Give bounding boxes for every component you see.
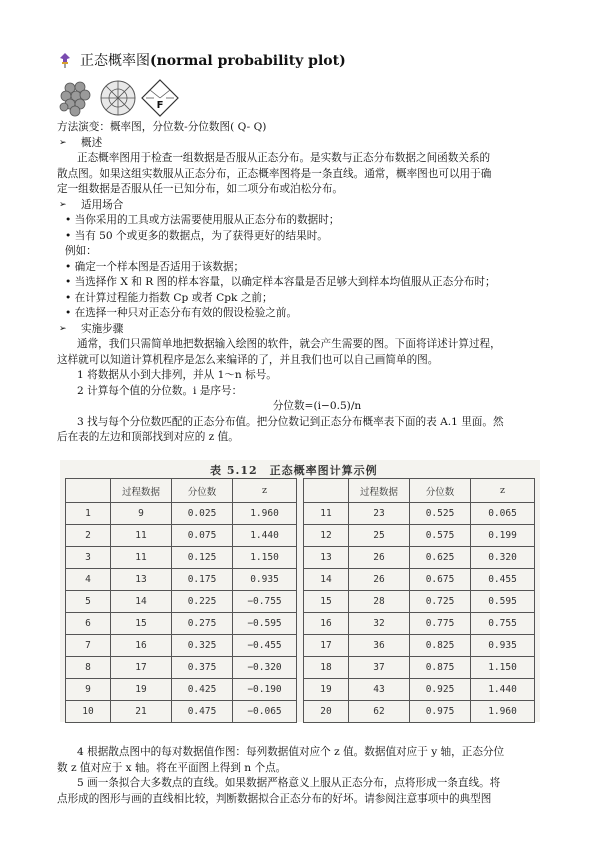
table-cell: 11 — [111, 525, 172, 547]
table-cell: 14 — [111, 591, 172, 613]
table-cell: 12 — [304, 525, 349, 547]
table-cell: 17 — [111, 657, 172, 679]
table-cell: 0.925 — [410, 679, 471, 701]
table-cell: 0.675 — [410, 569, 471, 591]
table-cell: 0.125 — [172, 547, 233, 569]
header-cell — [304, 479, 349, 503]
bullet-text: 当你采用的工具或方法需要使用服从正态分布的数据时； — [74, 214, 340, 226]
step-line: 2 计算每个值的分位数。i 是序号： — [77, 384, 243, 397]
gap-cell — [297, 591, 304, 613]
table-cell: 0.199 — [471, 525, 535, 547]
table-cell: 2 — [66, 525, 111, 547]
table-cell: 1.440 — [233, 525, 297, 547]
table-cell: 0.935 — [471, 635, 535, 657]
table-cell: 43 — [349, 679, 410, 701]
section-heading: 实施步骤 — [81, 322, 124, 335]
table-cell: 0.475 — [172, 701, 233, 723]
table-cell: 0.725 — [410, 591, 471, 613]
section-steps — [57, 322, 557, 338]
table-cell: 19 — [304, 679, 349, 701]
table-cell: −0.755 — [233, 591, 297, 613]
table-cell: 16 — [111, 635, 172, 657]
table-cell: 18 — [304, 657, 349, 679]
table-cell: 0.525 — [410, 503, 471, 525]
table-cell: 0.075 — [172, 525, 233, 547]
table-cell: 1.960 — [471, 701, 535, 723]
table-cell: 0.875 — [410, 657, 471, 679]
table-cell: 28 — [349, 591, 410, 613]
table-cell: 11 — [111, 547, 172, 569]
table-cell: 0.425 — [172, 679, 233, 701]
tool-icons — [56, 78, 180, 118]
table-cell: −0.190 — [233, 679, 297, 701]
bullet-item: • 当选择作 X 和 R 图的样本容量，以确定样本容量是否足够大到样本均值服从正态分布时； — [65, 276, 496, 288]
calculation-table — [65, 478, 535, 723]
table-cell: 26 — [349, 569, 410, 591]
body-text-continued — [57, 745, 557, 807]
table-cell: 19 — [111, 679, 172, 701]
table-cell: 62 — [349, 701, 410, 723]
table-cell: −0.320 — [233, 657, 297, 679]
section-heading: 适用场合 — [81, 198, 124, 211]
table-cell: 36 — [349, 635, 410, 657]
bullet-item: • 在计算过程能力指数 Cp 或者 Cpk 之前； — [65, 291, 273, 304]
step-line: 数 z 值对应于 x 轴。将在平面图上得到 n 个点。 — [57, 761, 287, 774]
bullet-item: • 确定一个样本图是否适用于该数据； — [65, 260, 245, 273]
gap-cell — [297, 701, 304, 723]
table-cell: 4 — [66, 569, 111, 591]
title-cn: 正态概率图 — [80, 53, 150, 69]
table-cell: 11 — [304, 503, 349, 525]
table-cell: 1.440 — [471, 679, 535, 701]
force-field-icon — [140, 78, 180, 118]
table-cell: 15 — [304, 591, 349, 613]
table-cell: 8 — [66, 657, 111, 679]
table-row — [66, 525, 535, 547]
paragraph-line: 这样就可以知道计算机程序是怎么来编译的了，并且我们也可以自己画简单的图。 — [57, 353, 439, 366]
table-cell: 25 — [349, 525, 410, 547]
grape-cluster-icon — [56, 78, 96, 118]
table-cell: 0.275 — [172, 613, 233, 635]
table-cell: 17 — [304, 635, 349, 657]
header-cell: z — [471, 479, 535, 503]
table-cell: 0.455 — [471, 569, 535, 591]
formula: 分位数=(i−0.5)/n — [272, 400, 362, 412]
table-cell: 14 — [304, 569, 349, 591]
table-cell: 0.375 — [172, 657, 233, 679]
paragraph-line: 定一组数据是否服从任一已知分布，如二项分布或泊松分布。 — [57, 183, 344, 195]
paragraph-line: 散点图。如果这组实数服从正态分布，正态概率图将是一条直线。通常，概率图也可以用于确 — [57, 167, 492, 180]
table-cell: 0.575 — [410, 525, 471, 547]
table-cell: 9 — [111, 503, 172, 525]
gap-cell — [297, 635, 304, 657]
table-cell: 37 — [349, 657, 410, 679]
table-row — [66, 547, 535, 569]
table-row — [66, 569, 535, 591]
bullet-item: • 当有 50 个或更多的数据点，为了获得更好的结果时。 — [65, 229, 328, 242]
step-line: 后在表的左边和顶部找到对应的 z 值。 — [57, 431, 239, 443]
paragraph-line: 通常，我们只需简单地把数据输入绘图的软件，就会产生需要的图。下面将详述计算过程， — [77, 338, 501, 350]
bullet-text: 在选择一种只对正态分布有效的假设检验之前。 — [74, 307, 298, 319]
header-cell: 分位数 — [410, 479, 471, 503]
header-cell: 过程数据 — [111, 479, 172, 503]
table-cell: 1.150 — [233, 547, 297, 569]
table-cell: 3 — [66, 547, 111, 569]
table-cell: 0.625 — [410, 547, 471, 569]
table-cell: 0.325 — [172, 635, 233, 657]
header-cell: 过程数据 — [349, 479, 410, 503]
table-cell: 15 — [111, 613, 172, 635]
table-cell: 0.935 — [233, 569, 297, 591]
header-cell: 分位数 — [172, 479, 233, 503]
title-row — [58, 50, 346, 70]
table-figure — [60, 460, 540, 722]
gap-cell — [297, 613, 304, 635]
paragraph-line: 正态概率图用于检查一组数据是否服从正态分布。是实数与正态分布数据之间函数关系的 — [77, 152, 491, 164]
header-cell — [66, 479, 111, 503]
section-usage — [57, 198, 557, 214]
example-label: 例如： — [65, 245, 97, 257]
table-cell: 6 — [66, 613, 111, 635]
table-cell: 26 — [349, 547, 410, 569]
table-cell: 0.175 — [172, 569, 233, 591]
table-cell: 0.320 — [471, 547, 535, 569]
table-cell: 9 — [66, 679, 111, 701]
table-row — [66, 679, 535, 701]
step-line: 3 找与每个分位数匹配的正态分布值。把分位数记到正态分布概率表下面的表 A.1 里面。然 — [77, 415, 504, 428]
table-cell: 0.225 — [172, 591, 233, 613]
table-cell: 0.755 — [471, 613, 535, 635]
table-cell: 23 — [349, 503, 410, 525]
table-cell: 0.975 — [410, 701, 471, 723]
arrow-bullet-icon: ➢ — [59, 199, 67, 210]
table-cell: 16 — [304, 613, 349, 635]
table-cell: 0.025 — [172, 503, 233, 525]
table-cell: 20 — [304, 701, 349, 723]
table-cell: 0.065 — [471, 503, 535, 525]
page-title — [80, 50, 346, 70]
table-cell: 1.150 — [471, 657, 535, 679]
table-cell: 1 — [66, 503, 111, 525]
bullet-text: 当选择作 X 和 R 图的样本容量，以确定样本容量是否足够大到样本均值服从正态分布时； — [74, 276, 496, 288]
table-row — [66, 657, 535, 679]
table-header-row — [66, 479, 535, 503]
gap-cell — [297, 657, 304, 679]
gap-cell — [297, 503, 304, 525]
table-cell: 21 — [111, 701, 172, 723]
table-cell: 10 — [66, 701, 111, 723]
bullet-text: 在计算过程能力指数 Cp 或者 Cpk 之前； — [74, 291, 273, 304]
step-line: 1 将数据从小到大排列，并从 1～n 标号。 — [77, 369, 277, 381]
method-line: 方法演变：概率图，分位数-分位数图( Q- Q) — [57, 121, 267, 133]
gap-cell — [297, 479, 304, 503]
bullet-item: • 当你采用的工具或方法需要使用服从正态分布的数据时； — [65, 214, 340, 226]
table-cell: −0.595 — [233, 613, 297, 635]
table-cell: 1.960 — [233, 503, 297, 525]
step-line: 5 画一条拟合大多数点的直线。如果数据严格意义上服从正态分布，点将形成一条直线。将 — [77, 777, 501, 789]
gap-cell — [297, 679, 304, 701]
table-cell: −0.455 — [233, 635, 297, 657]
table-cell: 0.775 — [410, 613, 471, 635]
table-cell: 7 — [66, 635, 111, 657]
section-overview — [57, 136, 557, 152]
gap-cell — [297, 525, 304, 547]
table-cell: 13 — [304, 547, 349, 569]
table-row — [66, 635, 535, 657]
pushpin-icon — [58, 52, 72, 68]
table-cell: 0.595 — [471, 591, 535, 613]
step-line: 点形成的图形与画的直线相比较，判断数据拟合正态分布的好坏。请参阅注意事项中的典型图 — [57, 792, 492, 805]
table-row — [66, 701, 535, 723]
radial-diagram-icon — [98, 78, 138, 118]
table-row — [66, 613, 535, 635]
arrow-bullet-icon: ➢ — [59, 323, 67, 334]
table-body — [66, 503, 535, 723]
bullet-text: 当有 50 个或更多的数据点，为了获得更好的结果时。 — [74, 229, 328, 242]
gap-cell — [297, 547, 304, 569]
header-cell: z — [233, 479, 297, 503]
section-heading: 概述 — [81, 136, 103, 149]
table-cell: 0.825 — [410, 635, 471, 657]
table-cell: 13 — [111, 569, 172, 591]
step-line: 4 根据散点图中的每对数据值作图：每列数据值对应个 z 值。数据值对应于 y 轴，正态分位 — [77, 746, 505, 758]
table-cell: −0.065 — [233, 701, 297, 723]
title-en: (normal probability plot) — [150, 53, 346, 69]
bullet-item: • 在选择一种只对正态分布有效的假设检验之前。 — [65, 307, 298, 319]
body-text — [57, 120, 557, 446]
arrow-bullet-icon: ➢ — [59, 137, 67, 148]
table-cell: 5 — [66, 591, 111, 613]
bullet-text: 确定一个样本图是否适用于该数据； — [74, 260, 245, 273]
icon-letter: F — [156, 100, 164, 111]
table-row — [66, 591, 535, 613]
gap-cell — [297, 569, 304, 591]
table-row — [66, 503, 535, 525]
table-caption: 表 5.12 正态概率图计算示例 — [210, 464, 378, 477]
table-cell: 32 — [349, 613, 410, 635]
